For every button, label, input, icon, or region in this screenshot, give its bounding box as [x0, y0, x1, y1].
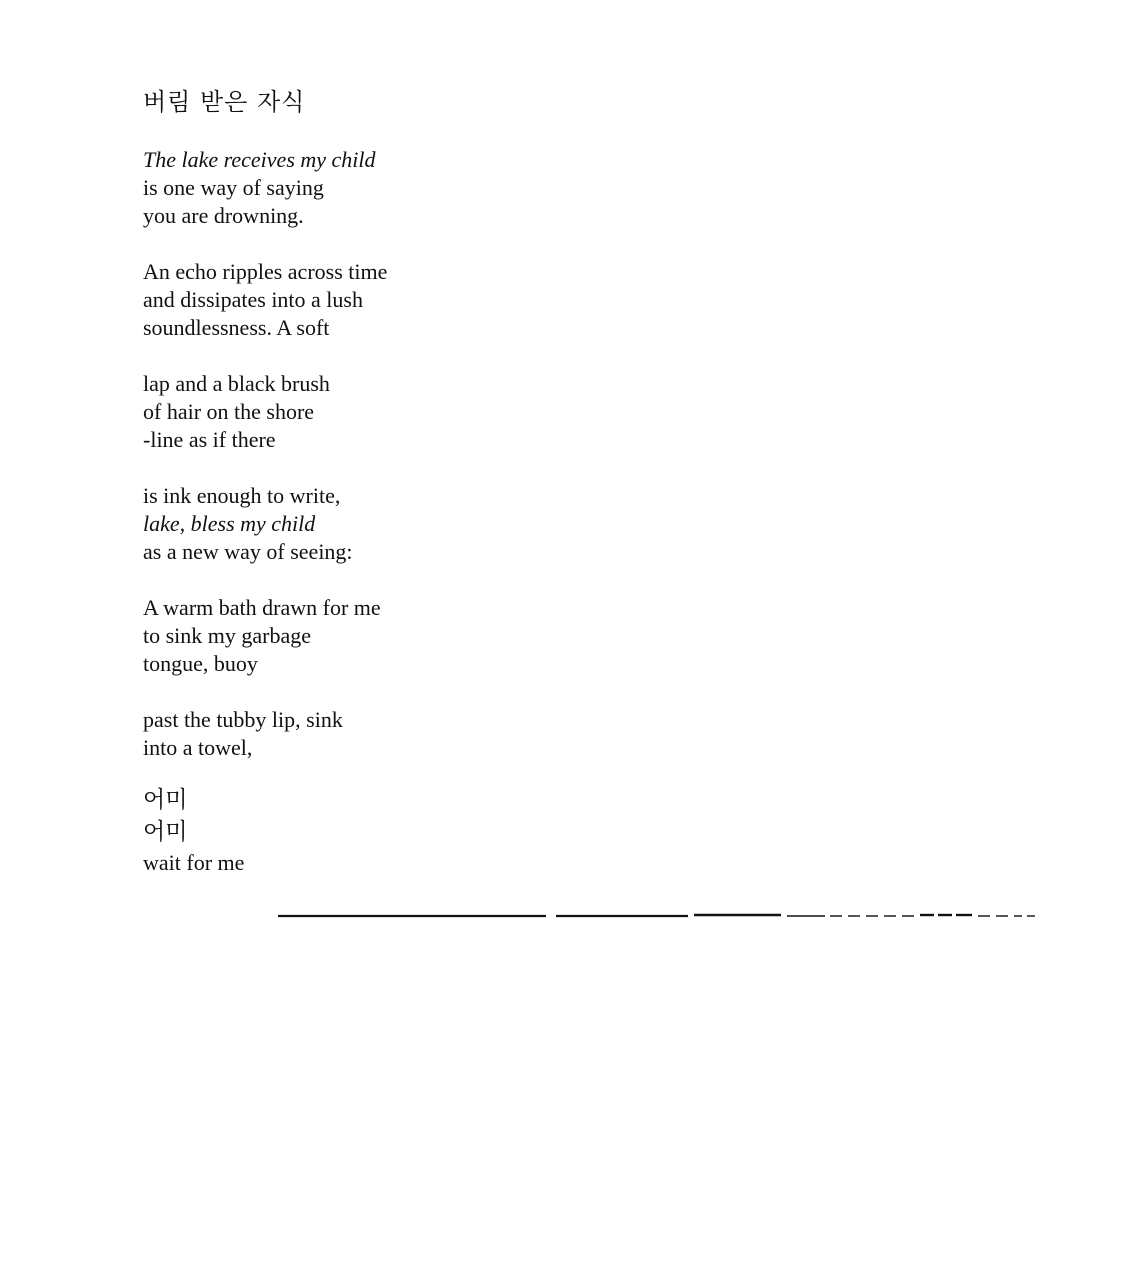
poem [143, 86, 743, 906]
poem-line: tongue, buoy [143, 651, 258, 676]
poem-line: of hair on the shore [143, 399, 315, 424]
poem-line: you are drowning. [143, 203, 304, 228]
stanza-6 [143, 706, 743, 762]
stanza-7 [143, 784, 743, 878]
poem-line: 어미 [143, 787, 188, 813]
poem-line: to sink my garbage [143, 623, 312, 648]
poem-line: lap and a black brush [143, 371, 330, 396]
poem-line: and dissipates into a lush [143, 287, 363, 312]
poem-line: lake, bless my child [143, 511, 316, 536]
poem-line: A warm bath drawn for me [143, 595, 381, 620]
poem-line: wait for me [143, 850, 245, 875]
poem-line: is ink enough to write, [143, 483, 341, 508]
stanza-3 [143, 370, 743, 454]
poem-line: as a new way of seeing: [143, 539, 353, 564]
stanza-1 [143, 146, 743, 230]
stanza-4 [143, 482, 743, 566]
poem-line: An echo ripples across time [143, 259, 388, 284]
poem-line: into a towel, [143, 735, 253, 760]
poem-line: 어미 [143, 819, 188, 845]
poem-line: is one way of saying [143, 175, 324, 200]
poem-line: soundlessness. A soft [143, 315, 330, 340]
stanza-5 [143, 594, 743, 678]
poem-title: 버림 받은 자식 [143, 88, 306, 116]
stanza-2 [143, 258, 743, 342]
poem-line: past the tubby lip, sink [143, 707, 343, 732]
poem-line: The lake receives my child [143, 147, 376, 172]
poem-line: -line as if there [143, 427, 276, 452]
